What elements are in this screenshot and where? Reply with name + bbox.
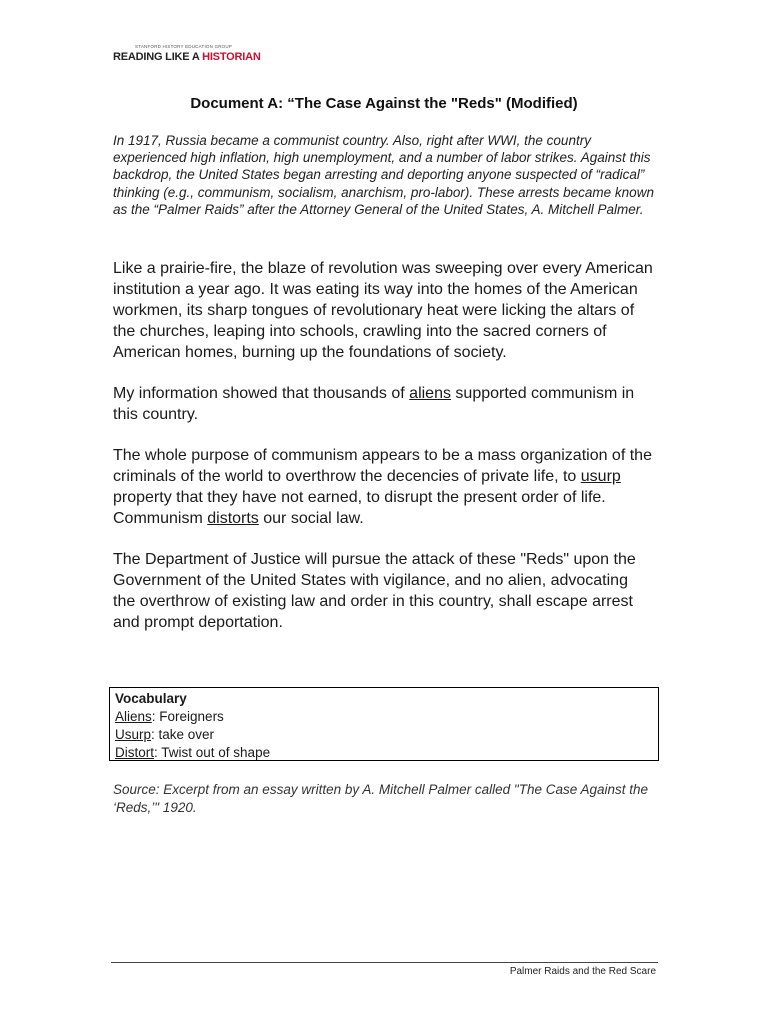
source-citation: Source: Excerpt from an essay written by A. Mitchell Palmer called "The Case Against the ‘Reds,’" 1920. — [113, 782, 649, 815]
vocabulary-box — [109, 687, 659, 761]
logo — [113, 44, 261, 68]
vocab-item-definition: : Foreigners — [151, 709, 224, 724]
document-title: Document A: “The Case Against the "Reds" (Modified) — [190, 95, 578, 112]
document-body — [113, 258, 653, 653]
para2-text-before: My information showed that thousands of — [113, 385, 410, 402]
vocab-term-usurp: usurp — [580, 468, 621, 485]
intro-paragraph: In 1917, Russia became a communist country. Also, right after WWI, the country experienced high inflation, high unemployment, and a number of labor strikes. Against this backdrop, the United States began arresting and deporting anyone suspected of “radical” thinking (e.g., communism, socialism, anarchism, pro-labor). These arrests became known as the “Palmer Raids” after the Attorney General of the United States, A. Mitchell Palmer. — [113, 133, 654, 217]
vocab-item — [115, 744, 653, 762]
para3-text-3: our social law. — [258, 510, 364, 527]
vocab-item — [115, 726, 653, 744]
vocab-item — [115, 708, 653, 726]
logo-main-text — [113, 51, 261, 63]
para3-text-1: The whole purpose of communism appears to be a mass organization of the criminals of the world to overthrow the decencies of private life, to — [113, 447, 652, 485]
body-paragraph-1: Like a prairie-fire, the blaze of revolution was sweeping over every American institution a year ago. It was eating its way into the homes of the American workmen, its sharp tongues of revolutionary heat were licking the altars of the churches, leaping into schools, crawling into the sacred corners of American homes, burning up the foundations of society. — [113, 260, 653, 361]
vocab-item-definition: : take over — [151, 727, 215, 742]
vocab-item-term: Aliens — [115, 709, 152, 724]
footer-divider — [111, 962, 658, 963]
logo-small-text: STANFORD HISTORY EDUCATION GROUP — [135, 44, 232, 49]
vocab-item-term: Usurp — [115, 727, 152, 742]
para2-text-after: supported communism in this country. — [113, 385, 635, 423]
logo-text-red: HISTORIAN — [202, 51, 261, 63]
body-paragraph-2 — [113, 383, 653, 425]
vocab-term-distorts: distorts — [207, 510, 259, 527]
logo-text-dark: READING LIKE A — [113, 51, 203, 63]
body-paragraph-3 — [113, 445, 653, 529]
vocab-item-term: Distort — [115, 745, 155, 760]
footer-text: Palmer Raids and the Red Scare — [509, 966, 656, 977]
vocabulary-heading: Vocabulary — [115, 691, 187, 706]
vocab-item-definition: : Twist out of shape — [154, 745, 271, 760]
vocab-term-aliens: aliens — [409, 385, 451, 402]
para3-text-2: property that they have not earned, to disrupt the present order of life. Communism — [113, 489, 606, 527]
body-paragraph-4: The Department of Justice will pursue the attack of these "Reds" upon the Government of the United States with vigilance, and no alien, advocating the overthrow of existing law and order in this country, shall escape arrest and prompt deportation. — [113, 551, 636, 631]
